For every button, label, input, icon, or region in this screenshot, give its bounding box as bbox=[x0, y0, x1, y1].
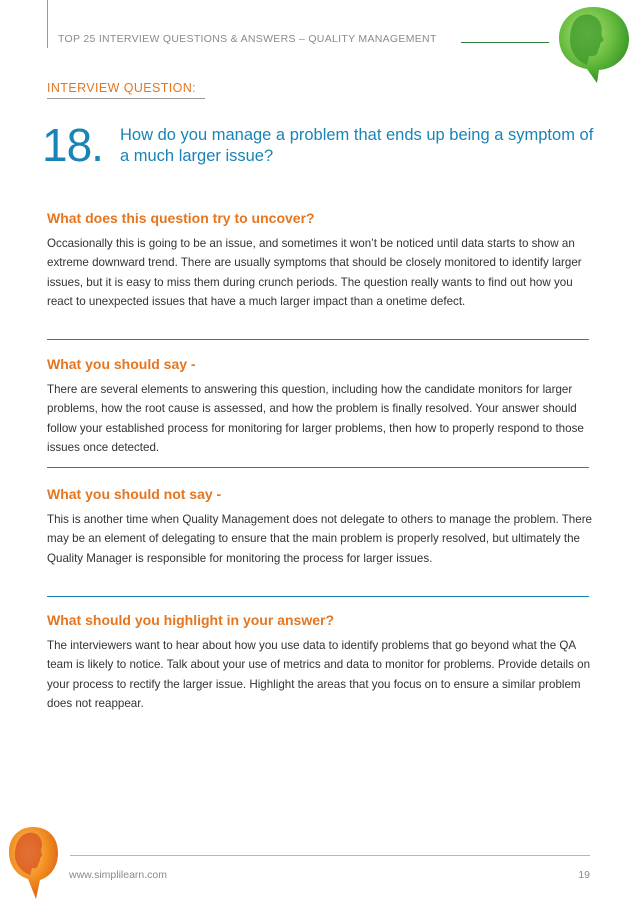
running-title: TOP 25 INTERVIEW QUESTIONS & ANSWERS – QUALITY MANAGEMENT bbox=[58, 33, 437, 45]
question-label-rule bbox=[47, 98, 205, 99]
section-heading-highlight: What should you highlight in your answer? bbox=[47, 612, 334, 628]
section-divider bbox=[47, 596, 589, 597]
green-speech-bubble-profile-icon bbox=[553, 3, 633, 83]
section-divider bbox=[47, 467, 589, 468]
section-body-highlight: The interviewers want to hear about how you use data to identify problems that go beyond what the QA team is likely to notice. Talk about your use of metrics and data to monitor for problems. Provide details on your process to rectify the larger issue. Highlight the areas that you focus on to ensure a similar problem does not reappear. bbox=[47, 639, 591, 711]
orange-speech-bubble-profile-icon bbox=[6, 825, 61, 901]
question-number-dot: . bbox=[91, 119, 103, 171]
section-body-uncover: Occasionally this is going to be an issue, and sometimes it won’t be noticed until data starts to show an extreme downward trend. There are usually symptoms that should be closely monitored to identify larger issues, but it is easy to miss them during crunch periods. The question really wants to find out how you react to unexpected issues that have a much larger impact than a onetime defect. bbox=[47, 237, 582, 309]
section-body-should-say: There are several elements to answering this question, including how the candidate monitors for larger problems, how the root cause is assessed, and how the problem is finally resolved. Your answer should follow your established process for monitoring for larger problems, then how to properly respond to those issues once detected. bbox=[47, 383, 584, 455]
section-heading-should-say: What you should say - bbox=[47, 356, 196, 372]
section-divider bbox=[47, 339, 589, 340]
header-divider-line bbox=[47, 0, 48, 48]
header-rule bbox=[461, 42, 549, 43]
footer-url-link[interactable]: www.simplilearn.com bbox=[69, 869, 168, 881]
footer-rule bbox=[70, 855, 590, 856]
question-number-value: 18 bbox=[42, 119, 92, 171]
section-heading-uncover: What does this question try to uncover? bbox=[47, 210, 315, 226]
page-number: 19 bbox=[578, 869, 590, 881]
section-body-should-not-say: This is another time when Quality Management does not delegate to others to manage the problem. There may be an element of delegating to ensure that the main problem is properly resolved, but ultimately the Quality Manager is responsible for monitoring the process for larger issues. bbox=[47, 513, 593, 565]
interview-question-label: INTERVIEW QUESTION: bbox=[47, 81, 197, 95]
question-title: How do you manage a problem that ends up being a symptom of a much larger issue? bbox=[120, 126, 594, 165]
section-heading-should-not-say: What you should not say - bbox=[47, 486, 222, 502]
question-number bbox=[42, 119, 103, 171]
